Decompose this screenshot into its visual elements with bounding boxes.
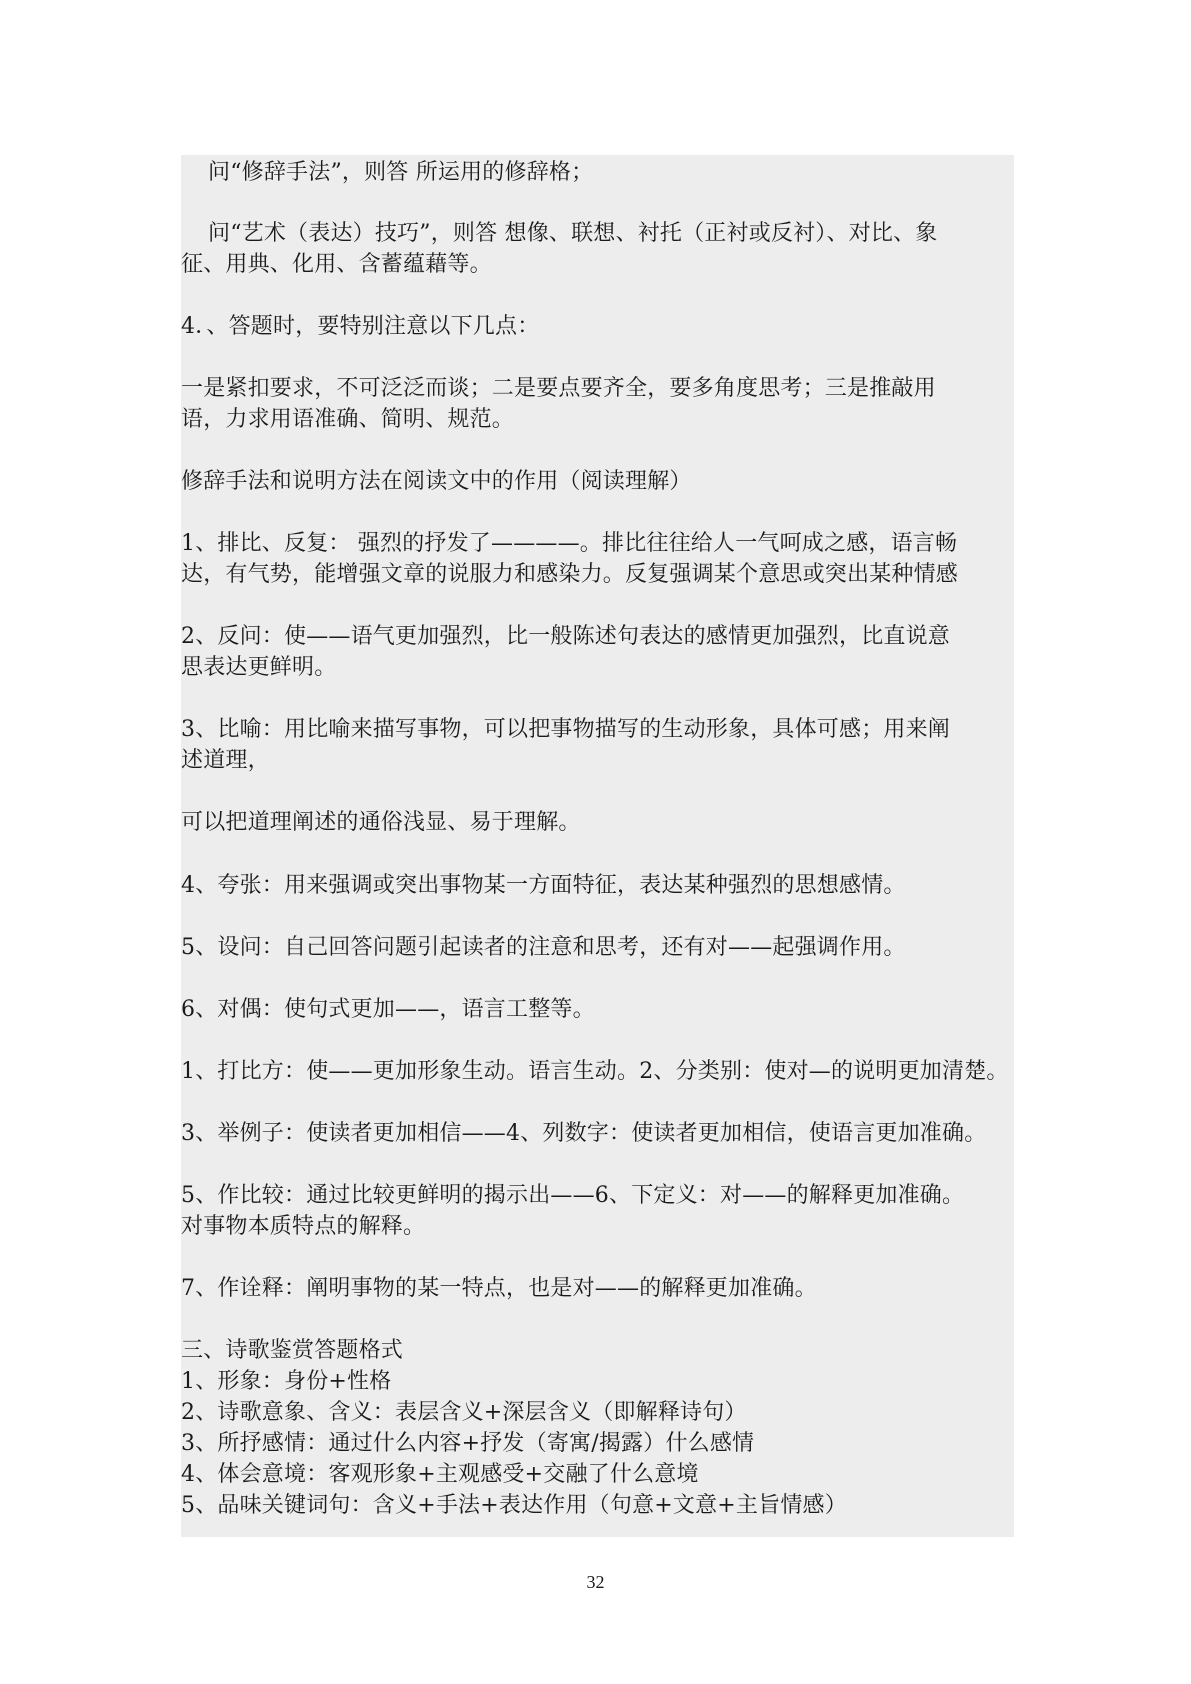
text-line: 语，力求用语准确、简明、规范。 [181, 407, 515, 432]
text-line: 思表达更鲜明。 [181, 655, 337, 680]
list-item: 3、所抒感情：通过什么内容+抒发（寄寓/揭露）什么感情 [181, 1431, 755, 1456]
section-heading: 修辞手法和说明方法在阅读文中的作用（阅读理解） [181, 469, 692, 494]
text-line: 1、打比方：使——更加形象生动。语言生动。2、分类别：使对—的说明更加清楚。 [181, 1059, 1009, 1084]
text-line: 5、作比较：通过比较更鲜明的揭示出——6、下定义：对——的解释更加准确。 [181, 1183, 965, 1208]
text-line: 述道理， [181, 748, 270, 773]
page-number: 32 [586, 1572, 605, 1592]
text-line: 6、对偶：使句式更加——，语言工整等。 [181, 997, 595, 1022]
list-item: 1、形象：身份+性格 [181, 1369, 392, 1394]
text-line: 4．、答题时，要特别注意以下几点： [181, 314, 540, 339]
text-line: 5、设问：自己回答问题引起读者的注意和思考，还有对——起强调作用。 [181, 935, 906, 960]
text-line: 可以把道理阐述的通俗浅显、易于理解。 [181, 810, 581, 835]
text-line: 2、反问：使——语气更加强烈，比一般陈述句表达的感情更加强烈，比直说意 [181, 624, 950, 649]
text-line: 一是紧扣要求，不可泛泛而谈；二是要点要齐全，要多角度思考；三是推敲用 [181, 376, 936, 401]
section-heading: 三、诗歌鉴赏答题格式 [181, 1338, 404, 1363]
list-item: 5、品味关键词句：含义+手法+表达作用（句意+文意+主旨情感） [181, 1493, 847, 1518]
text-line: 问“艺术（表达）技巧”，则答 想像、联想、衬托（正衬或反衬）、对比、象 [208, 221, 938, 246]
text-line: 4、夸张：用来强调或突出事物某一方面特征，表达某种强烈的思想感情。 [181, 873, 906, 898]
list-item: 4、体会意境：客观形象+主观感受+交融了什么意境 [181, 1462, 699, 1487]
list-item: 2、诗歌意象、含义：表层含义+深层含义（即解释诗句） [181, 1400, 747, 1425]
text-line: 1、排比、反复： 强烈的抒发了————。排比往往给人一气呵成之感，语言畅 [181, 531, 958, 556]
text-line: 征、用典、化用、含蓄蕴藉等。 [181, 252, 492, 277]
text-line: 问“修辞手法”，则答 所运用的修辞格； [208, 160, 594, 185]
text-line: 3、举例子：使读者更加相信——4、列数字：使读者更加相信，使语言更加准确。 [181, 1121, 987, 1146]
text-line: 7、作诠释：阐明事物的某一特点，也是对——的解释更加准确。 [181, 1276, 817, 1301]
highlighted-text-block [181, 155, 1014, 1537]
text-line: 对事物本质特点的解释。 [181, 1214, 426, 1239]
text-line: 达，有气势，能增强文章的说服力和感染力。反复强调某个意思或突出某种情感 [181, 562, 959, 587]
text-line: 3、比喻：用比喻来描写事物，可以把事物描写的生动形象，具体可感；用来阐 [181, 717, 950, 742]
